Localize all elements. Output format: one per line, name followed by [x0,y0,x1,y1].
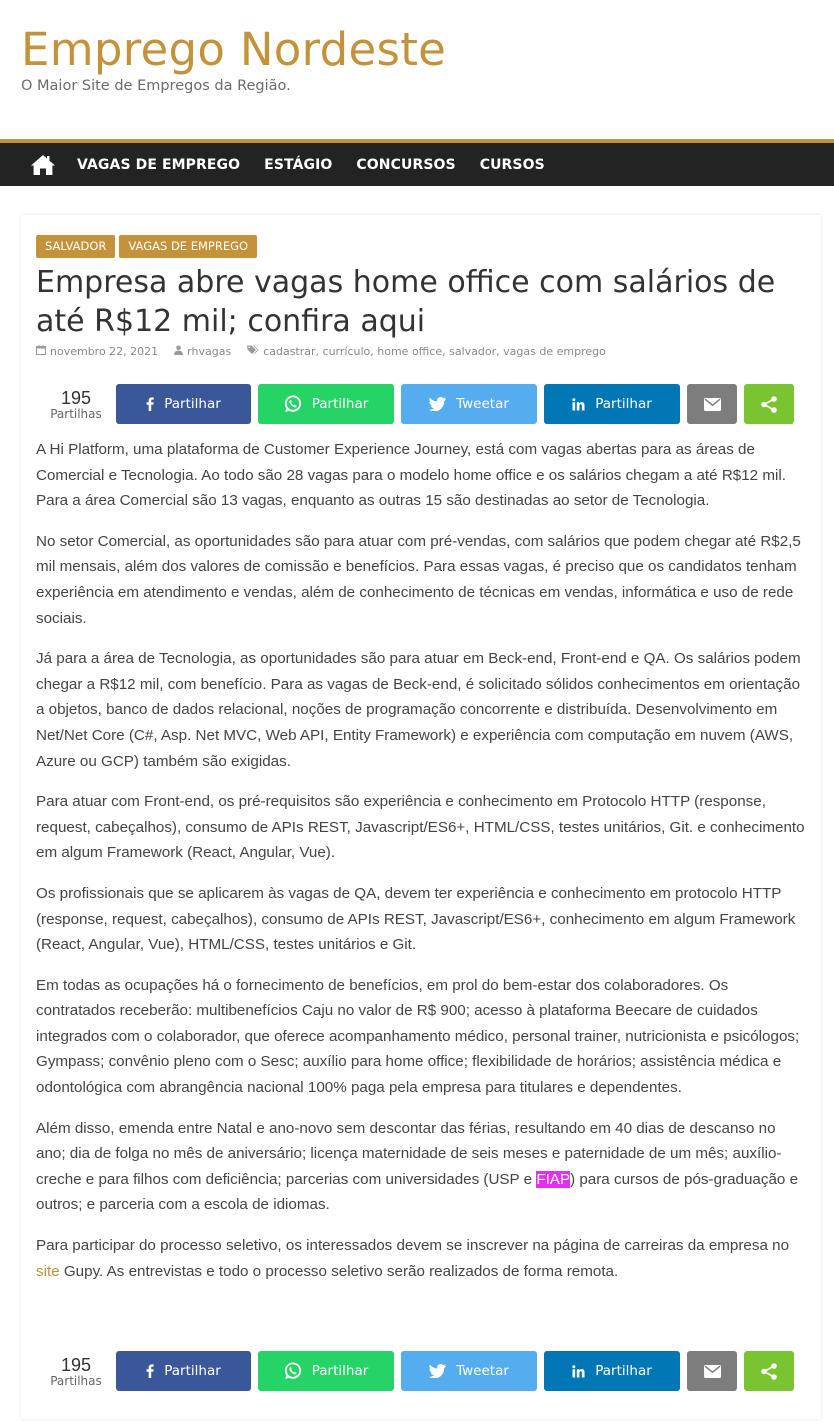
paragraph-text: ) para cursos de pós-graduação e outros; e parceria com a escola de idiomas. [36,1170,799,1214]
email-share-button[interactable] [687,1351,737,1391]
share-count [36,1356,116,1387]
nav-item-estagio[interactable]: ESTÁGIO [264,156,333,173]
main-navigation [0,139,834,186]
post-author[interactable]: rhvagas [187,345,232,358]
email-share-button[interactable] [687,384,737,424]
share-count [36,389,116,420]
facebook-share-button[interactable] [116,384,251,424]
twitter-share-label: Tweetar [456,396,509,412]
category-badge-vagas-de-emprego[interactable]: VAGAS DE EMPREGO [119,235,257,258]
paragraph: A Hi Platform, uma plataforma de Customer Experience Journey, está com vagas abertas para as áreas de Comercial e Tecnologia. Ao todo são 28 vagas para o modelo home office e os salários chegam a até R$12 mil. Para a área Comercial são 13 vagas, enquanto as outras 15 são destinadas ao setor de Tecnologia. [36,441,786,510]
tag-link[interactable]: salvador [449,345,497,358]
paragraph: Já para a área de Tecnologia, as oportunidades são para atuar em Beck-end, Front-end e QA. Os salários podem chegar a R$12 mil, com benefício. Para as vagas de Beck-end, é solicitado sólidos conhecimentos em orientação a objetos, banco de dados relacional, noções de programação concorrente e distribuída. Desenvolvimento em Net/Net Core (C#, Asp. Net MVC, Web API, Entity Framework) e experiência com computação em nuvem (AWS, Azure ou GCP) também são exigidas. [36,650,801,770]
paragraph [36,1233,808,1284]
facebook-icon [146,1364,154,1378]
share-count-number: 195 [60,387,92,408]
paragraph: Para atuar com Front-end, os pré-requisitos são experiência e conhecimento em Protocolo HTTP (response, request, cabeçalhos), consumo de APIs REST, Javascript/ES6+, HTML/CSS, testes unitários, Git. e conhecimento em algum Framework (React, Angular, Vue). [36,793,805,862]
home-icon[interactable] [30,154,56,176]
tag-link[interactable]: vagas de emprego [503,345,606,358]
facebook-share-button[interactable] [116,1351,251,1391]
envelope-icon [704,1365,721,1378]
linkedin-icon [572,1365,585,1378]
tag-link[interactable]: cadastrar [263,345,316,358]
paragraph-text: Além disso, emenda entre Natal e ano-novo sem descontar das férias, resultando em 40 dias de descanso no ano; dia de folga no mês de aniversário; licença maternidade de seis meses e paternidade de um mês; auxílio-creche e para filhos com deficiência; parcerias com universidades (USP e [36,1119,782,1188]
site-title[interactable]: Emprego Nordeste [21,23,447,76]
share-icon [761,1363,777,1380]
share-bar-top [36,384,806,424]
paragraph: No setor Comercial, as oportunidades são para atuar com pré-vendas, com salários que podem chegar até R$2,5 mil mensais, além dos valores de comissão e benefícios. Para essas vagas, é preciso que os candidatos tenham experiência em atendimento e vendas, além de conhecimento de técnicas em vendas, informática e uso de rede sociais. [36,532,801,627]
share-count-label: Partilhas [50,1373,102,1388]
whatsapp-share-label: Partilhar [311,396,369,412]
share-icon [761,396,777,413]
user-icon [174,345,183,358]
twitter-share-button[interactable] [401,1351,537,1391]
post-card [21,215,821,1419]
site-description: O Maior Site de Empregos da Região. [21,78,291,94]
linkedin-share-label: Partilhar [595,396,652,412]
post-date[interactable]: novembro 22, 2021 [50,345,159,358]
linkedin-icon [572,398,585,411]
post-title: Empresa abre vagas home office com salários de até R$12 mil; confira aqui [36,265,776,339]
linkedin-share-button[interactable] [544,1351,680,1391]
site-link[interactable]: site [36,1262,60,1280]
more-share-button[interactable] [744,384,794,424]
facebook-share-label: Partilhar [164,1363,221,1379]
twitter-share-label: Tweetar [456,1363,509,1379]
nav-item-vagas-de-emprego[interactable]: VAGAS DE EMPREGO [77,156,241,173]
whatsapp-icon [284,395,302,413]
paragraph [36,1116,808,1218]
more-share-button[interactable] [744,1351,794,1391]
twitter-icon [429,1364,446,1378]
post-meta: novembro 22, 2021 rhvagas cadastrar , currículo , home office , salvador , vagas de emprego [36,345,606,358]
paragraph-text: Para participar do processo seletivo, os interessados devem se inscrever na página de carreiras da empresa no [36,1237,790,1255]
facebook-icon [146,397,154,411]
paragraph: Em todas as ocupações há o fornecimento de benefícios, em prol do bem-estar dos colaboradores. Os contratados receberão: multibenefícios Caju no valor de R$ 900; acesso à plataforma Beecare de cuidados integrados com o colaborador, que oferece acompanhamento médico, personal trainer, nutricionista e psicólogos; Gympass; convênio pleno com o Sesc; auxílio para home office; flexibilidade de horários; assistência médica e odontológica com abrangência nacional 100% paga pela empresa para titulares e dependentes. [36,976,800,1097]
share-count-number: 195 [60,1354,92,1375]
site-header [0,0,834,139]
nav-item-concursos[interactable]: CONCURSOS [356,156,456,173]
post-content [36,437,808,1299]
linkedin-share-button[interactable] [544,384,680,424]
whatsapp-share-button[interactable] [258,384,394,424]
category-badge-salvador[interactable]: SALVADOR [36,235,115,258]
whatsapp-icon [284,1362,302,1380]
linkedin-share-label: Partilhar [595,1363,652,1379]
calendar-icon [36,345,46,358]
highlighted-text-fiap: FIAP [536,1170,571,1188]
tag-link[interactable]: currículo [322,345,371,358]
paragraph-text: Gupy. As entrevistas e todo o processo seletivo serão realizados de forma remota. [59,1262,619,1280]
whatsapp-share-label: Partilhar [311,1363,369,1379]
tag-link[interactable]: home office [377,345,443,358]
tags-icon [247,345,259,358]
facebook-share-label: Partilhar [164,396,221,412]
share-count-label: Partilhas [50,406,102,421]
post-categories [36,235,257,258]
paragraph: Os profissionais que se aplicarem às vagas de QA, devem ter experiência e conhecimento em protocolo HTTP (response, request, cabeçalhos), consumo de APIs REST, Javascript/ES6+, conhecimento em algum Framework (React, Angular, Vue), HTML/CSS, testes unitários e Git. [36,884,796,954]
twitter-icon [429,397,446,411]
nav-item-cursos[interactable]: CURSOS [479,156,545,173]
envelope-icon [704,398,721,411]
whatsapp-share-button[interactable] [258,1351,394,1391]
share-bar-bottom [36,1351,806,1391]
twitter-share-button[interactable] [401,384,537,424]
